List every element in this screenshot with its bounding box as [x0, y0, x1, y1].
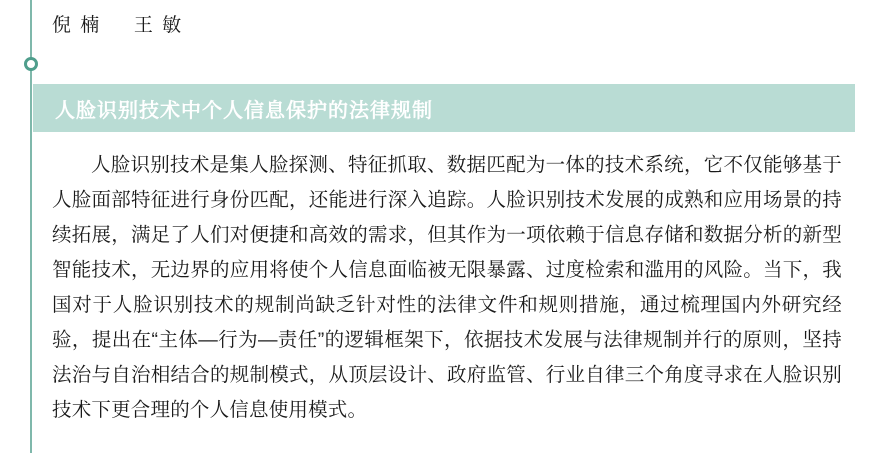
abstract-paragraph: 人脸识别技术是集人脸探测、特征抓取、数据匹配为一体的技术系统，它不仅能够基于人脸面部特征进行身份匹配，还能进行深入追踪。人脸识别技术发展的成熟和应用场景的持续拓展，满足了人们对便捷和高效的需求，但其作为一项依赖于信息存储和数据分析的新型智能技术，无边界的应用将使个人信息面临被无限暴露、过度检索和滥用的风险。当下，我国对于人脸识别技术的规制尚缺乏针对性的法律文件和规则措施，通过梳理国内外研究经验，提出在“主体—行为—责任”的逻辑框架下，依据技术发展与法律规制并行的原则，坚持法治与自治相结合的规制模式，从顶层设计、政府监管、行业自律三个角度寻求在人脸识别技术下更合理的个人信息使用模式。	[52, 154, 842, 421]
rule-bullet-dot-icon	[24, 57, 38, 71]
author-name-first: 倪 楠	[52, 15, 102, 36]
author-line	[52, 10, 183, 37]
page-title: 人脸识别技术中个人信息保护的法律规制	[55, 99, 433, 122]
author-name-second: 王 敏	[133, 15, 184, 36]
article-title-band	[33, 84, 855, 132]
